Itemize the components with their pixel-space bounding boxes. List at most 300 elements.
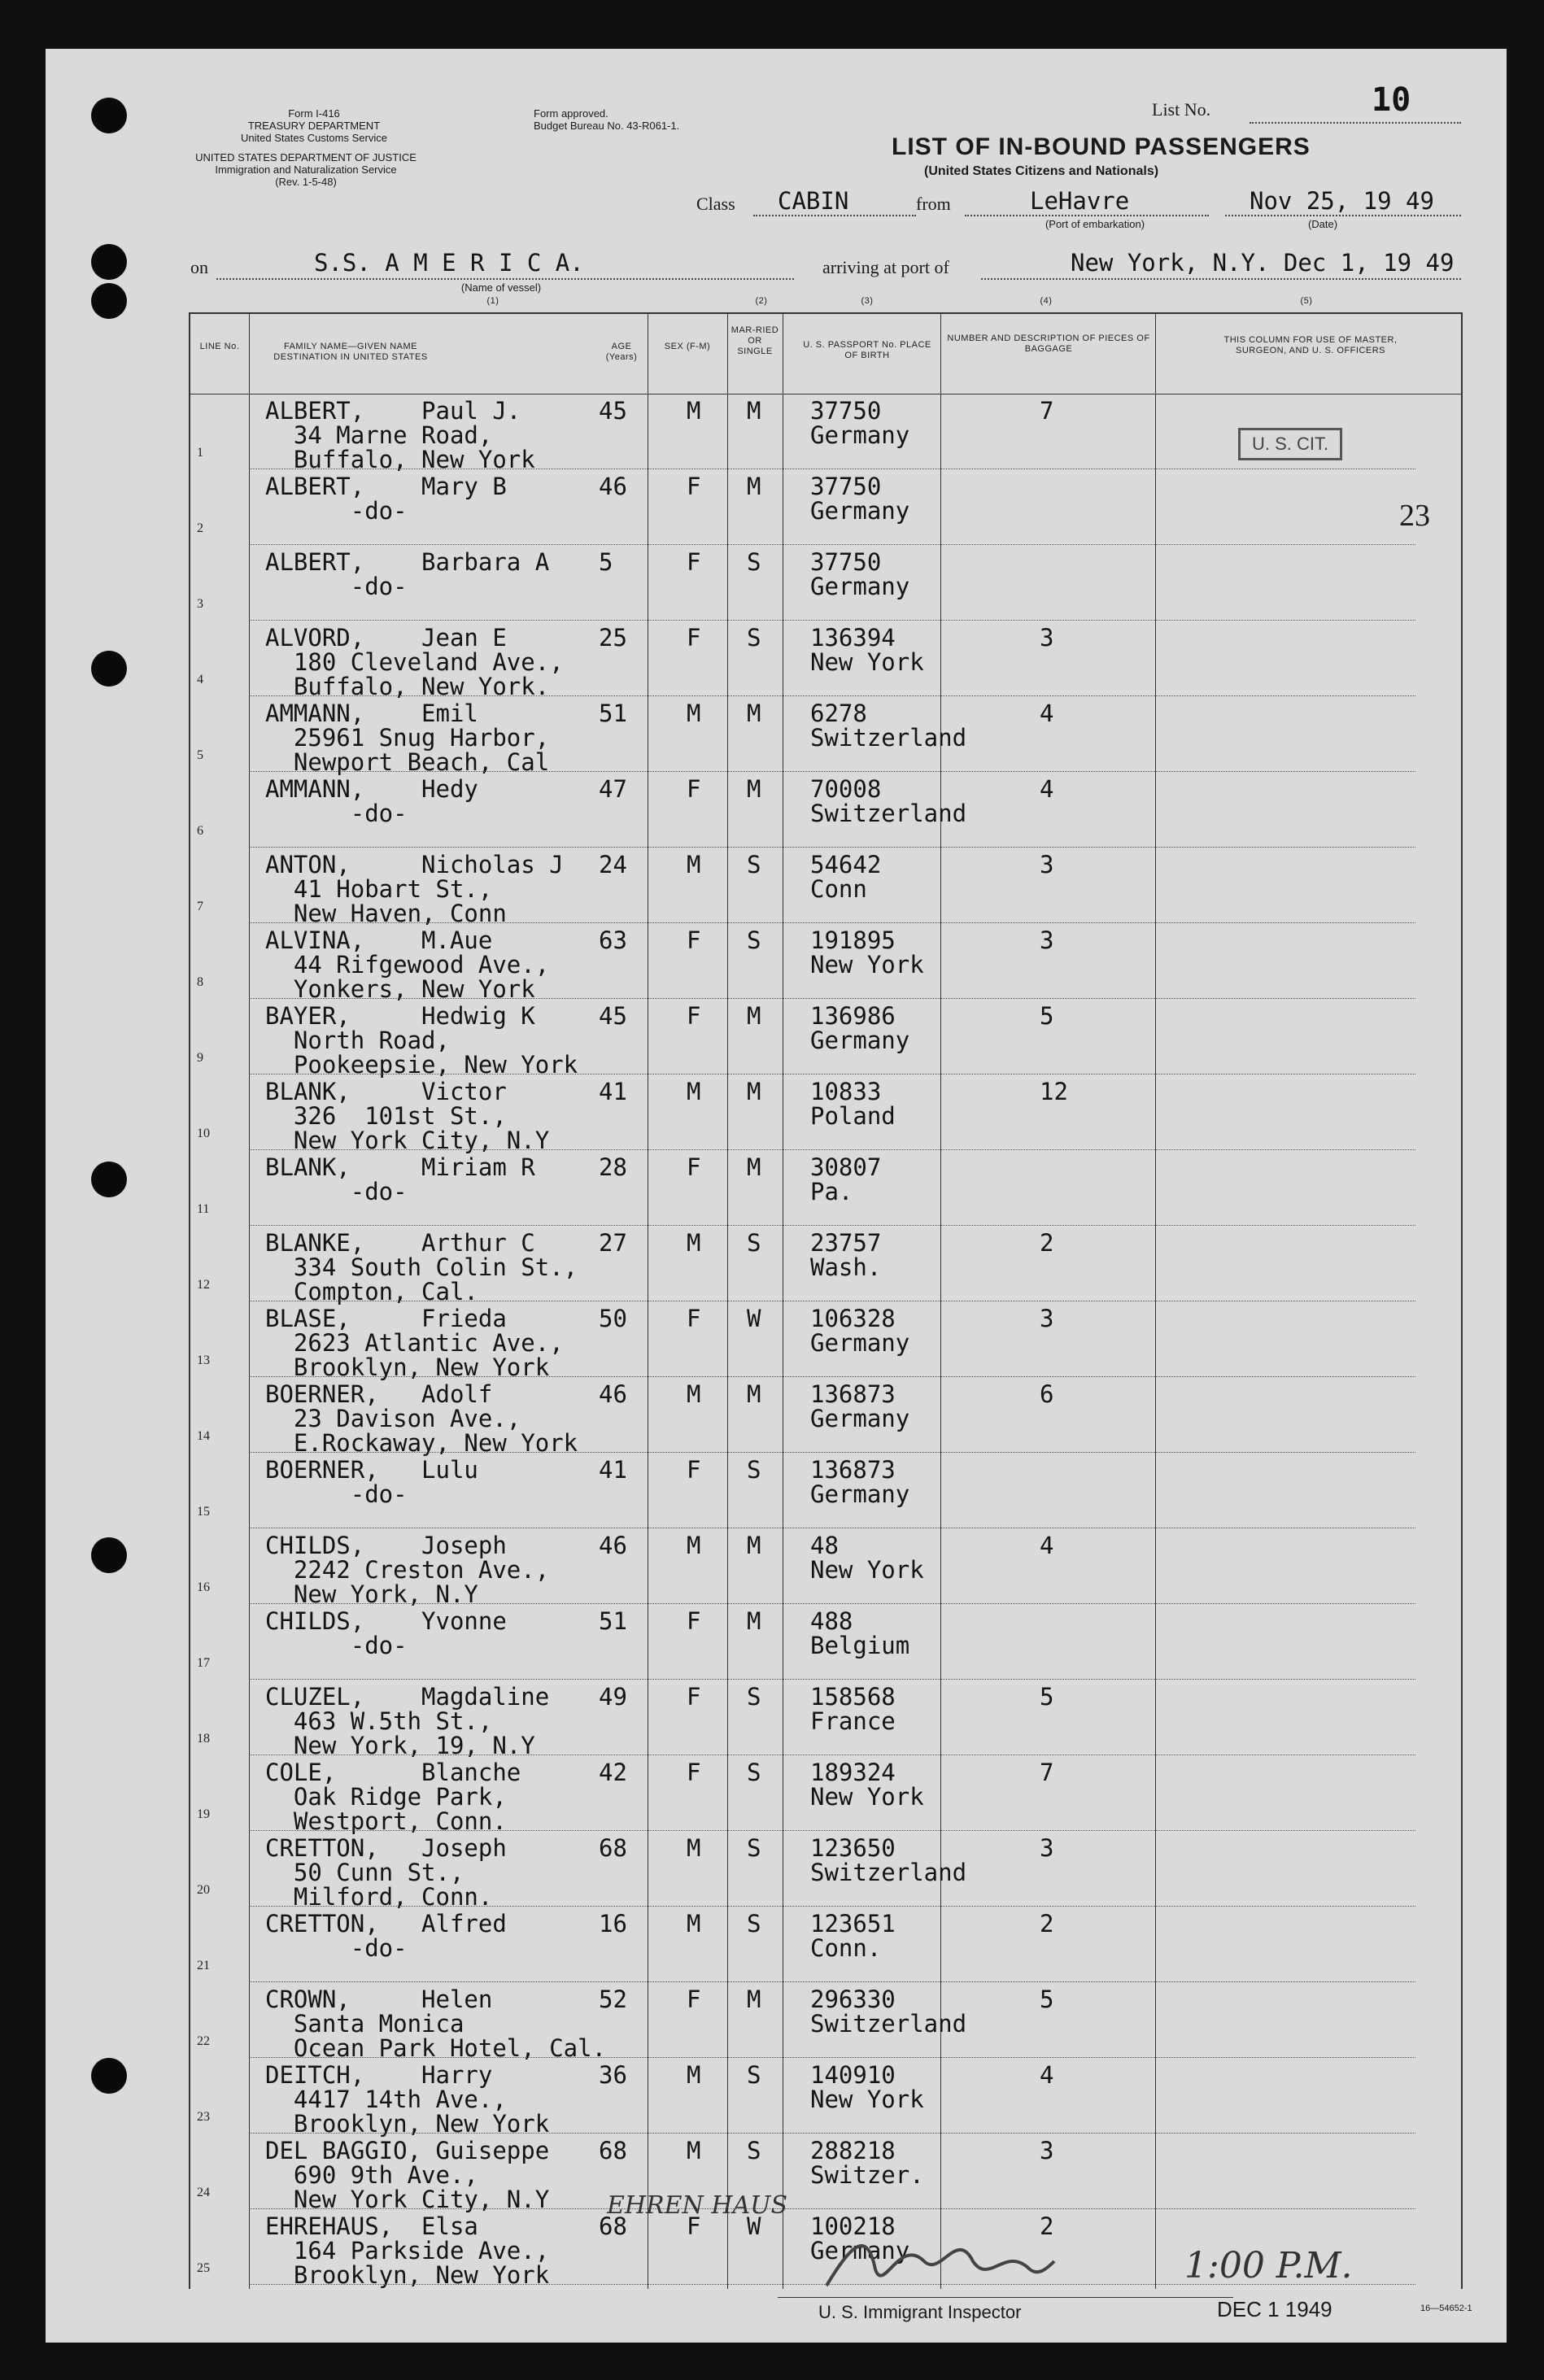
address-city: New Haven, Conn (265, 900, 507, 927)
passenger-name: DEL BAGGIO, Guiseppe (265, 2137, 550, 2164)
table-row (46, 1831, 1461, 1911)
table-row (46, 999, 1461, 1079)
passenger-name: AMMANN, Hedy (265, 775, 478, 803)
sex: F (687, 1456, 701, 1484)
passenger-count: 23 (1399, 499, 1430, 533)
place-of-birth: Switzerland (810, 1859, 967, 1886)
form-subtitle: (United States Citizens and Nationals) (924, 164, 1159, 178)
baggage-count: 5 (1040, 1986, 1054, 2013)
marital-status: M (747, 473, 761, 500)
marital-status: M (747, 1380, 761, 1408)
passenger-name: DEITCH, Harry (265, 2061, 493, 2089)
line-number: 2 (197, 521, 203, 535)
place-of-birth: Switzerland (810, 724, 967, 752)
age: 46 (599, 1532, 627, 1559)
binder-hole (91, 244, 127, 280)
col-num-4: (4) (1040, 296, 1053, 306)
address-line: -do- (265, 1632, 408, 1659)
form-number: Form I-416 (288, 107, 340, 120)
place-of-birth: Germany (810, 1405, 910, 1432)
col-officers: THIS COLUMN FOR USE OF MASTER, SURGEON, AND U. S. OFFICERS (1223, 335, 1398, 355)
address-line: -do- (265, 1178, 408, 1205)
place-of-birth: France (810, 1707, 896, 1735)
sex: M (687, 1078, 701, 1105)
class-label: Class (696, 194, 735, 214)
list-number: 10 (1372, 81, 1411, 119)
place-of-birth: Conn (810, 875, 867, 903)
list-no-label: List No. (1152, 99, 1211, 120)
address-city: New York City, N.Y (265, 2186, 550, 2213)
age: 51 (599, 700, 627, 727)
baggage-count: 2 (1040, 1229, 1054, 1257)
sex: M (687, 1532, 701, 1559)
address-line: 334 South Colin St., (265, 1253, 578, 1281)
sex: M (687, 2061, 701, 2089)
passenger-name: CROWN, Helen (265, 1986, 493, 2013)
age: 41 (599, 1078, 627, 1105)
passport-number: 10833 (810, 1078, 882, 1105)
age: 46 (599, 1380, 627, 1408)
sex: F (687, 1759, 701, 1786)
line-number: 4 (197, 673, 203, 687)
address-line: 34 Marne Road, (265, 421, 493, 449)
address-line: -do- (265, 573, 408, 600)
passport-number: 123650 (810, 1834, 896, 1862)
line-number: 9 (197, 1051, 203, 1065)
passenger-name: BLASE, Frieda (265, 1305, 507, 1332)
age: 45 (599, 397, 627, 425)
marital-status: W (747, 1305, 761, 1332)
address-line: 180 Cleveland Ave., (265, 648, 564, 676)
line-number: 7 (197, 900, 203, 913)
passport-number: 488 (810, 1607, 853, 1635)
address-city: New York City, N.Y (265, 1127, 550, 1154)
sex: M (687, 1834, 701, 1862)
address-line: 2242 Creston Ave., (265, 1556, 550, 1584)
table-row (46, 1074, 1461, 1154)
line-number: 3 (197, 597, 203, 611)
class-value: CABIN (778, 187, 849, 215)
col-num-2: (2) (755, 296, 768, 306)
place-of-birth: Germany (810, 2237, 910, 2264)
passport-number: 70008 (810, 775, 882, 803)
address-line: -do- (265, 800, 408, 827)
age: 46 (599, 473, 627, 500)
marital-status: S (747, 926, 761, 954)
address-city: Westport, Conn. (265, 1807, 507, 1835)
table-row (46, 1755, 1461, 1835)
manifest-sheet (46, 49, 1507, 2343)
address-line: Santa Monica (265, 2010, 465, 2038)
baggage-count: 3 (1040, 926, 1054, 954)
treasury-dept: TREASURY DEPARTMENT (247, 120, 381, 132)
marital-status: S (747, 624, 761, 652)
age: 68 (599, 2212, 627, 2240)
baggage-count: 7 (1040, 1759, 1054, 1786)
passport-number: 136873 (810, 1380, 896, 1408)
passenger-name: BLANK, Victor (265, 1078, 507, 1105)
line-number: 25 (197, 2261, 210, 2275)
revision: (Rev. 1-5-48) (275, 176, 337, 188)
col-name: FAMILY NAME—GIVEN NAME DESTINATION IN UNITED STATES (273, 342, 428, 362)
vessel-name: S.S. A M E R I C A. (314, 249, 584, 277)
arrival-date-stamp: DEC 1 1949 (1217, 2297, 1332, 2321)
place-of-birth: Switzerland (810, 800, 967, 827)
sex: F (687, 1153, 701, 1181)
passenger-name: ALVINA, M.Aue (265, 926, 493, 954)
marital-status: S (747, 1683, 761, 1711)
place-of-birth: Germany (810, 1480, 910, 1508)
address-line: North Road, (265, 1027, 450, 1054)
time-handwritten: 1:00 P.M. (1184, 2245, 1353, 2286)
passenger-name: EHREHAUS, Elsa (265, 2212, 478, 2240)
table-row (46, 1301, 1461, 1381)
line-number: 14 (197, 1429, 210, 1443)
address-line: -do- (265, 1480, 408, 1508)
sex: F (687, 2212, 701, 2240)
binder-hole (91, 1537, 127, 1573)
passport-number: 100218 (810, 2212, 896, 2240)
on-label: on (190, 257, 208, 277)
address-line: 50 Cunn St., (265, 1859, 465, 1886)
age: 36 (599, 2061, 627, 2089)
col-sex: SEX (F-M) (664, 342, 711, 351)
sex: M (687, 1910, 701, 1938)
age: 63 (599, 926, 627, 954)
passenger-name: CLUZEL, Magdaline (265, 1683, 550, 1711)
line-number: 24 (197, 2186, 210, 2199)
place-of-birth: Germany (810, 1027, 910, 1054)
marital-status: M (747, 775, 761, 803)
baggage-count: 12 (1040, 1078, 1068, 1105)
col-num-5: (5) (1300, 296, 1313, 306)
binder-hole (91, 1162, 127, 1197)
table-row (46, 1528, 1461, 1608)
place-of-birth: Germany (810, 497, 910, 525)
sex: F (687, 624, 701, 652)
address-line: 44 Rifgewood Ave., (265, 951, 550, 979)
line-number: 17 (197, 1656, 210, 1670)
line-number: 11 (197, 1202, 210, 1216)
justice-dept: UNITED STATES DEPARTMENT OF JUSTICE (195, 151, 417, 163)
place-of-birth: Germany (810, 1329, 910, 1357)
passenger-name: BLANK, Miriam R (265, 1153, 535, 1181)
address-city: Yonkers, New York (265, 975, 535, 1003)
sex: M (687, 397, 701, 425)
passport-number: 136986 (810, 1002, 896, 1030)
form-title: LIST OF IN-BOUND PASSENGERS (892, 133, 1311, 160)
passport-number: 189324 (810, 1759, 896, 1786)
form-approved: Form approved. (534, 107, 608, 120)
table-row (46, 1150, 1461, 1226)
baggage-count: 4 (1040, 1532, 1054, 1559)
passenger-name: ALBERT, Barbara A (265, 548, 550, 576)
address-city: Compton, Cal. (265, 1278, 478, 1306)
table-row (46, 1226, 1461, 1306)
marital-status: S (747, 2061, 761, 2089)
place-of-birth: Pa. (810, 1178, 853, 1205)
embark-date: Nov 25, 19 49 (1250, 187, 1434, 215)
passport-number: 140910 (810, 2061, 896, 2089)
table-row (46, 621, 1461, 700)
address-city: New York, 19, N.Y (265, 1732, 535, 1759)
age: 25 (599, 624, 627, 652)
sex: F (687, 926, 701, 954)
place-of-birth: New York (810, 2086, 924, 2113)
age: 51 (599, 1607, 627, 1635)
table-row (46, 1982, 1461, 2062)
inspector-caption: U. S. Immigrant Inspector (818, 2302, 1022, 2322)
address-city: New York, N.Y (265, 1580, 478, 1608)
table-row (46, 696, 1461, 776)
line-number: 10 (197, 1127, 210, 1140)
passenger-name: ANTON, Nicholas J (265, 851, 564, 878)
place-of-birth: New York (810, 1556, 924, 1584)
age: 24 (599, 851, 627, 878)
address-line: 463 W.5th St., (265, 1707, 493, 1735)
passport-number: 106328 (810, 1305, 896, 1332)
address-line: 164 Parkside Ave., (265, 2237, 550, 2264)
passport-number: 30807 (810, 1153, 882, 1181)
marital-status: M (747, 1002, 761, 1030)
sex: F (687, 473, 701, 500)
address-city: Brooklyn, New York (265, 2261, 550, 2289)
from-label: from (916, 194, 951, 214)
age: 5 (599, 548, 613, 576)
age: 50 (599, 1305, 627, 1332)
sex: F (687, 548, 701, 576)
marital-status: W (747, 2212, 761, 2240)
port-caption: (Port of embarkation) (1045, 218, 1145, 230)
arrival-port-date: New York, N.Y. Dec 1, 19 49 (1071, 249, 1455, 277)
age: 42 (599, 1759, 627, 1786)
place-of-birth: Switzer. (810, 2161, 924, 2189)
baggage-count: 2 (1040, 1910, 1054, 1938)
baggage-count: 3 (1040, 1305, 1054, 1332)
line-number: 1 (197, 446, 203, 460)
place-of-birth: New York (810, 648, 924, 676)
age: 68 (599, 2137, 627, 2164)
age: 28 (599, 1153, 627, 1181)
age: 27 (599, 1229, 627, 1257)
place-of-birth: Germany (810, 573, 910, 600)
port-embarkation: LeHavre (1030, 187, 1130, 215)
address-line: 326 101st St., (265, 1102, 507, 1130)
passport-number: 136873 (810, 1456, 896, 1484)
line-number: 15 (197, 1505, 210, 1519)
passenger-name: AMMANN, Emil (265, 700, 478, 727)
passport-number: 54642 (810, 851, 882, 878)
table-row (46, 1377, 1461, 1457)
address-line: 25961 Snug Harbor, (265, 724, 550, 752)
passenger-name: ALBERT, Mary B (265, 473, 507, 500)
sex: M (687, 1229, 701, 1257)
address-line: -do- (265, 1934, 408, 1962)
place-of-birth: New York (810, 951, 924, 979)
age: 68 (599, 1834, 627, 1862)
line-number: 19 (197, 1807, 210, 1821)
marital-status: S (747, 1229, 761, 1257)
address-city: E.Rockaway, New York (265, 1429, 578, 1457)
address-city: Brooklyn, New York (265, 1353, 550, 1381)
passport-number: 23757 (810, 1229, 882, 1257)
binder-hole (91, 98, 127, 133)
line-number: 8 (197, 975, 203, 989)
address-line: 2623 Atlantic Ave., (265, 1329, 564, 1357)
passport-number: 6278 (810, 700, 867, 727)
table-row (46, 923, 1461, 1003)
col-num-1: (1) (486, 296, 499, 306)
address-line: Oak Ridge Park, (265, 1783, 507, 1811)
customs-service: United States Customs Service (241, 132, 387, 144)
place-of-birth: Poland (810, 1102, 896, 1130)
passenger-name: BAYER, Hedwig K (265, 1002, 535, 1030)
age: 41 (599, 1456, 627, 1484)
sex: F (687, 1305, 701, 1332)
address-city: Milford, Conn. (265, 1883, 493, 1911)
marital-status: M (747, 1607, 761, 1635)
passport-number: 136394 (810, 624, 896, 652)
passport-number: 48 (810, 1532, 839, 1559)
us-citizen-stamp: U. S. CIT. (1238, 428, 1342, 460)
passport-number: 37750 (810, 548, 882, 576)
baggage-count: 5 (1040, 1002, 1054, 1030)
table-row (46, 469, 1461, 545)
marital-status: S (747, 1910, 761, 1938)
place-of-birth: Wash. (810, 1253, 882, 1281)
table-row (46, 1907, 1461, 1982)
line-number: 21 (197, 1959, 210, 1972)
place-of-birth: Switzerland (810, 2010, 967, 2038)
line-number: 23 (197, 2110, 210, 2124)
form-code: 16—54652-1 (1420, 2304, 1472, 2313)
line-number: 6 (197, 824, 203, 838)
address-city: Ocean Park Hotel, Cal. (265, 2034, 607, 2062)
line-number: 12 (197, 1278, 210, 1292)
col-baggage: NUMBER AND DESCRIPTION OF PIECES OF BAGGAGE (947, 333, 1150, 354)
line-number: 18 (197, 1732, 210, 1746)
marital-status: M (747, 1532, 761, 1559)
age: 45 (599, 1002, 627, 1030)
marital-status: S (747, 2137, 761, 2164)
passenger-name: BOERNER, Adolf (265, 1380, 493, 1408)
passport-number: 123651 (810, 1910, 896, 1938)
binder-hole (91, 2058, 127, 2094)
col-married: MAR-RIED OR SINGLE (731, 325, 779, 356)
age: 16 (599, 1910, 627, 1938)
passenger-name: BLANKE, Arthur C (265, 1229, 535, 1257)
address-line: 23 Davison Ave., (265, 1405, 521, 1432)
marital-status: M (747, 700, 761, 727)
sex: F (687, 1986, 701, 2013)
sex: M (687, 700, 701, 727)
address-line: 4417 14th Ave., (265, 2086, 507, 2113)
budget-bureau: Budget Bureau No. 43-R061-1. (534, 120, 680, 132)
baggage-count: 2 (1040, 2212, 1054, 2240)
marital-status: S (747, 1834, 761, 1862)
passenger-name: CHILDS, Joseph (265, 1532, 507, 1559)
col-num-3: (3) (861, 296, 874, 306)
baggage-count: 6 (1040, 1380, 1054, 1408)
line-number: 13 (197, 1353, 210, 1367)
sex: M (687, 2137, 701, 2164)
passport-number: 158568 (810, 1683, 896, 1711)
baggage-count: 4 (1040, 700, 1054, 727)
ehrenhaus-correction: EHREN HAUS (607, 2191, 787, 2220)
binder-hole (91, 651, 127, 687)
passport-number: 288218 (810, 2137, 896, 2164)
age: 47 (599, 775, 627, 803)
passenger-name: CRETTON, Alfred (265, 1910, 507, 1938)
marital-status: S (747, 548, 761, 576)
sex: F (687, 775, 701, 803)
place-of-birth: Belgium (810, 1632, 910, 1659)
passport-number: 37750 (810, 473, 882, 500)
baggage-count: 7 (1040, 397, 1054, 425)
sex: F (687, 1607, 701, 1635)
table-row (46, 772, 1461, 848)
passenger-name: CHILDS, Yvonne (265, 1607, 507, 1635)
passport-number: 37750 (810, 397, 882, 425)
arriving-label: arriving at port of (822, 257, 949, 277)
sex: F (687, 1683, 701, 1711)
col-line-no: LINE No. (199, 342, 240, 351)
passenger-name: CRETTON, Joseph (265, 1834, 507, 1862)
table-row (46, 545, 1461, 621)
marital-status: S (747, 1759, 761, 1786)
baggage-count: 4 (1040, 775, 1054, 803)
passenger-name: BOERNER, Lulu (265, 1456, 478, 1484)
binder-hole (91, 283, 127, 319)
baggage-count: 3 (1040, 1834, 1054, 1862)
marital-status: S (747, 1456, 761, 1484)
place-of-birth: Germany (810, 421, 910, 449)
col-passport: U. S. PASSPORT No. PLACE OF BIRTH (803, 340, 931, 360)
line-number: 22 (197, 2034, 210, 2048)
passport-number: 191895 (810, 926, 896, 954)
baggage-count: 3 (1040, 851, 1054, 878)
marital-status: S (747, 851, 761, 878)
age: 52 (599, 1986, 627, 2013)
address-city: Brooklyn, New York (265, 2110, 550, 2138)
address-line: 41 Hobart St., (265, 875, 493, 903)
passenger-name: COLE, Blanche (265, 1759, 521, 1786)
address-line: 690 9th Ave., (265, 2161, 478, 2189)
baggage-count: 3 (1040, 2137, 1054, 2164)
table-row (46, 2058, 1461, 2138)
table-row (46, 848, 1461, 927)
marital-status: M (747, 397, 761, 425)
inspector-signature (818, 2212, 1062, 2302)
ins-service: Immigration and Naturalization Service (215, 163, 397, 176)
table-row (46, 1604, 1461, 1680)
age: 49 (599, 1683, 627, 1711)
address-line: -do- (265, 497, 408, 525)
passenger-name: ALBERT, Paul J. (265, 397, 521, 425)
sex: F (687, 1002, 701, 1030)
marital-status: M (747, 1078, 761, 1105)
vessel-caption: (Name of vessel) (460, 281, 542, 294)
table-row (46, 1453, 1461, 1528)
marital-status: M (747, 1986, 761, 2013)
baggage-count: 4 (1040, 2061, 1054, 2089)
passenger-name: ALVORD, Jean E (265, 624, 507, 652)
baggage-count: 3 (1040, 624, 1054, 652)
table-row (46, 1680, 1461, 1759)
marital-status: M (747, 1153, 761, 1181)
sex: M (687, 1380, 701, 1408)
baggage-count: 5 (1040, 1683, 1054, 1711)
